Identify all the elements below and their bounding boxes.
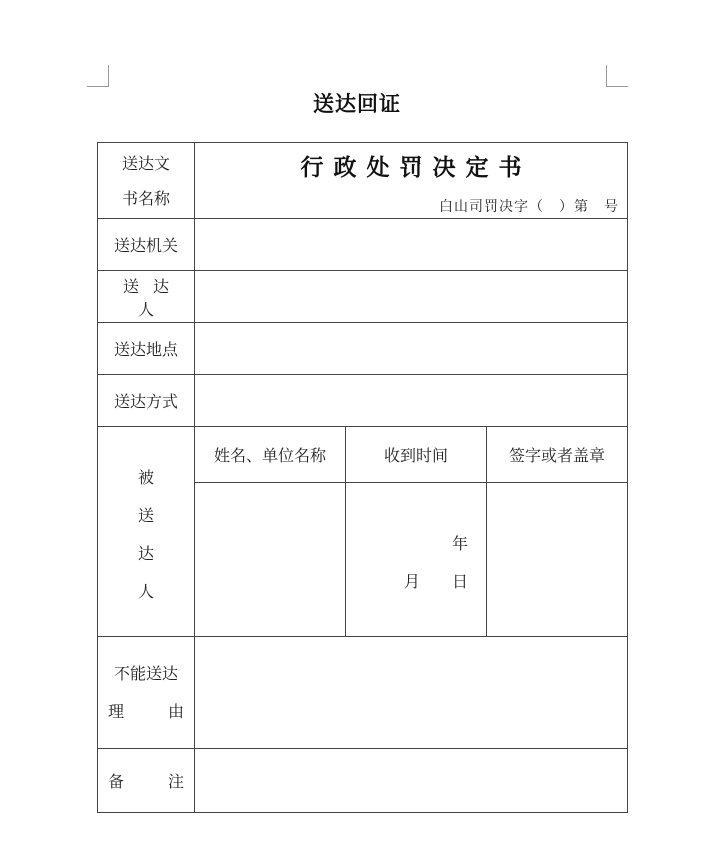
remarks-label — [98, 769, 194, 792]
date-day-unit: 日 — [451, 572, 468, 591]
location-value-cell[interactable] — [195, 323, 628, 375]
doc-name-row — [98, 143, 628, 219]
method-label: 送达方式 — [98, 375, 195, 427]
reason-label-char-right: 由 — [167, 701, 184, 721]
reason-label-cell — [98, 637, 195, 749]
reason-label-line2 — [98, 693, 194, 731]
remarks-label-char-left: 备 — [108, 772, 125, 791]
recipient-signature-value-cell[interactable] — [487, 483, 628, 637]
page-corner-mark-top-right — [606, 65, 628, 87]
page-corner-mark-top-left — [87, 65, 109, 87]
remarks-row — [98, 749, 628, 813]
doc-name-value-cell[interactable] — [195, 143, 628, 219]
doc-name-label-line2: 书名称 — [121, 188, 170, 208]
server-label: 送达人 — [98, 271, 195, 323]
authority-label: 送达机关 — [98, 219, 195, 271]
recipient-signature-header: 签字或者盖章 — [487, 427, 628, 483]
delivery-receipt-table — [97, 142, 628, 813]
method-value-cell[interactable] — [195, 375, 628, 427]
reason-label-char-left: 理 — [108, 701, 125, 721]
recipient-label-char: 人 — [137, 581, 154, 601]
reason-row — [98, 637, 628, 749]
authority-row — [98, 219, 628, 271]
location-label: 送达地点 — [98, 323, 195, 375]
recipient-label-char: 被 — [137, 467, 154, 487]
recipient-header-row — [98, 427, 628, 483]
authority-value-cell[interactable] — [195, 219, 628, 271]
recipient-name-value-cell[interactable] — [195, 483, 346, 637]
recipient-label-char: 达 — [137, 543, 154, 563]
date-month-unit: 月 — [404, 572, 421, 591]
remarks-label-cell — [98, 749, 195, 813]
recipient-label-cell — [98, 427, 195, 637]
reason-label-line1: 不能送达 — [113, 663, 178, 683]
recipient-label-char: 送 — [137, 505, 154, 525]
page-title: 送达回证 — [313, 92, 401, 116]
remarks-label-char-right: 注 — [167, 772, 184, 791]
doc-name-label-cell — [98, 143, 195, 219]
reason-value-cell[interactable] — [195, 637, 628, 749]
doc-number-text: 白山司罚决字（ ）第 号 — [439, 199, 620, 215]
reason-label — [98, 649, 194, 737]
recipient-name-header: 姓名、单位名称 — [195, 427, 346, 483]
recipient-time-header: 收到时间 — [346, 427, 487, 483]
method-row — [98, 375, 628, 427]
doc-type-text: 行政处罚决定书 — [300, 155, 532, 181]
recipient-label-chars — [98, 453, 194, 611]
recipient-time-value-cell[interactable] — [346, 483, 487, 637]
server-row — [98, 271, 628, 323]
remarks-value-cell[interactable] — [195, 749, 628, 813]
date-year-unit: 年 — [451, 534, 468, 553]
doc-name-label-line1: 送达文 — [121, 153, 170, 173]
location-row — [98, 323, 628, 375]
server-value-cell[interactable] — [195, 271, 628, 323]
